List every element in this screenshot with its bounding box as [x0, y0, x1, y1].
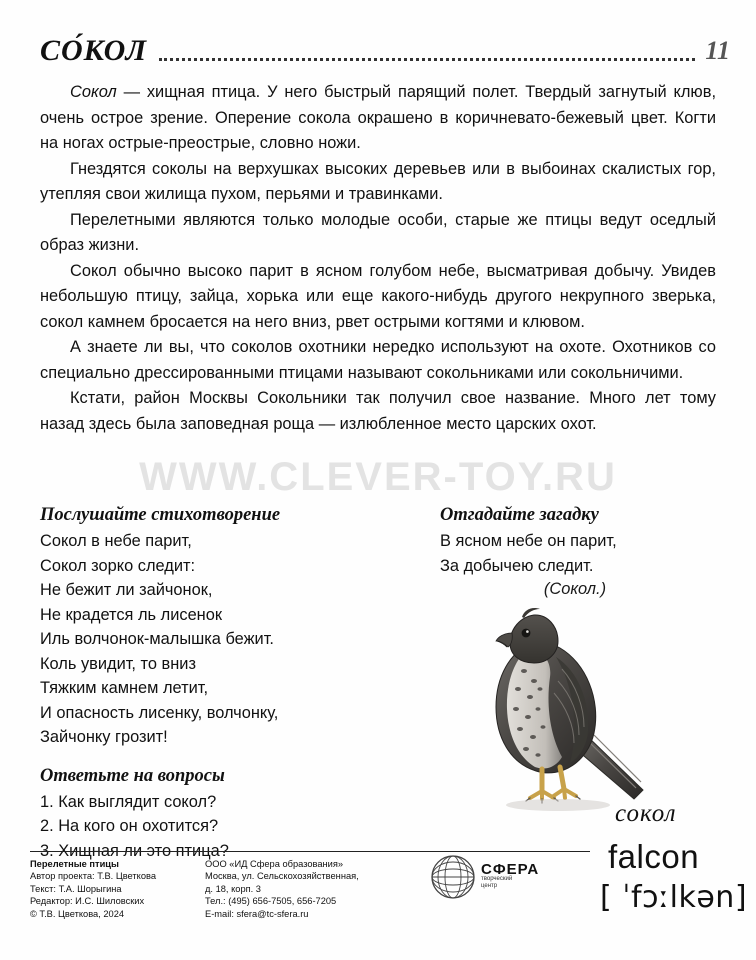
footer-author: Автор проекта: Т.В. Цветкова	[30, 871, 156, 882]
page-header	[40, 28, 730, 68]
publisher-logo	[430, 854, 539, 900]
question-item: 2. На кого он охотится?	[40, 817, 219, 835]
footer-series-title: Перелетные птицы	[30, 859, 119, 869]
riddle-answer: (Сокол.)	[543, 580, 607, 598]
poem-line: Сокол в небе парит,	[40, 532, 192, 550]
footer-editor: Редактор: И.С. Шиловских	[30, 896, 145, 907]
lead-word: Сокол	[70, 83, 117, 101]
paragraph-4: Сокол обычно высоко парит в ясном голубом небе, высматривая добычу. Увидев небольшую птицу, зайца, хорька или еще какого-нибудь другого некрупного зверька, сокол камнем бросается на него вниз, рвет острыми когтями и клювом.	[40, 261, 716, 331]
publisher-address-2: д. 18, корп. 3	[205, 883, 261, 894]
poem-heading: Послушайте стихотворение	[40, 505, 281, 525]
poem-line: Коль увидит, то вниз	[40, 654, 196, 673]
article-body	[40, 80, 716, 437]
falcon-photo	[438, 585, 688, 820]
left-column	[40, 505, 430, 863]
paragraph-6: Кстати, район Москвы Сокольники так получил свое название. Много лет тому назад здесь была заповедная роща — излюбленное место царских охот.	[40, 389, 716, 433]
sphere-icon	[430, 854, 476, 900]
paragraph-5: А знаете ли вы, что соколов охотники нередко используют на охоте. Охотников со специально дрессированными птицами называют сокольниками или сокольничими.	[40, 338, 716, 382]
paragraph-2: Гнездятся соколы на верхушках высоких деревьев или в выбоинах скалистых гор, утепляя свои жилища пухом, перьями и травинками.	[40, 159, 716, 203]
page-title: СО́КОЛ	[40, 34, 148, 67]
logo-text-block	[481, 860, 540, 890]
question-item: 1. Как выглядит сокол?	[40, 792, 217, 811]
phonetic-transcription: [ ˈfɔːlkən]	[600, 880, 748, 915]
riddle-heading: Отгадайте загадку	[440, 505, 599, 525]
paragraph-1	[40, 80, 716, 157]
question-item: 3. Хищная ли это птица?	[40, 841, 229, 860]
poem-line: Сокол зорко следит:	[40, 556, 196, 575]
dotted-leader	[159, 58, 695, 61]
questions-block	[40, 766, 430, 864]
logo-name: СФЕРА	[481, 860, 540, 878]
logo-subtitle-1: творческий	[481, 876, 513, 883]
publisher-address-1: Москва, ул. Сельскохозяйственная,	[205, 871, 359, 882]
footer-copyright: © Т.В. Цветкова, 2024	[30, 908, 125, 919]
falcon-illustration	[438, 585, 688, 820]
publisher-phone: Тел.: (495) 656-7505, 656-7205	[205, 896, 337, 907]
footer-text-author: Текст: Т.А. Шорыгина	[30, 883, 122, 894]
footer-credits	[30, 858, 205, 920]
poem-line: Иль волчонок-малышка бежит.	[40, 630, 274, 648]
footer-logo-area	[430, 858, 570, 920]
riddle-line: В ясном небе он парит,	[440, 532, 617, 550]
handwritten-caption: сокол	[615, 800, 677, 827]
poem-line: Тяжким камнем летит,	[40, 679, 209, 697]
page-number: 11	[705, 36, 730, 65]
paragraph-1-rest: — хищная птица. У него быстрый парящий полет. Твердый загнутый клюв, очень острое зрение. Оперение сокола окрашено в коричневато-бежевый цвет. Когти на ногах острые-преострые, словно ножи.	[40, 83, 716, 152]
poem-line: Зайчонку грозит!	[40, 728, 168, 746]
watermark-text: WWW.CLEVER-TOY.RU	[139, 455, 617, 499]
poem-line: Не бежит ли зайчонок,	[40, 581, 213, 599]
publisher-email: E-mail: sfera@tc-sfera.ru	[205, 908, 309, 919]
english-word: falcon	[608, 838, 700, 875]
logo-subtitle-2: центр	[481, 883, 498, 890]
page-footer	[30, 851, 590, 920]
publisher-name: ООО «ИД Сфера образования»	[205, 859, 344, 869]
footer-publisher	[205, 858, 430, 920]
poem-line: Не крадется ль лисенок	[40, 605, 223, 624]
paragraph-3: Перелетными являются только молодые особи, старые же птицы ведут оседлый образ жизни.	[40, 210, 716, 254]
riddle-line: За добычею следит.	[440, 556, 594, 575]
questions-heading: Ответьте на вопросы	[40, 765, 225, 786]
poem-line: И опасность лисенку, волчонку,	[40, 703, 279, 722]
